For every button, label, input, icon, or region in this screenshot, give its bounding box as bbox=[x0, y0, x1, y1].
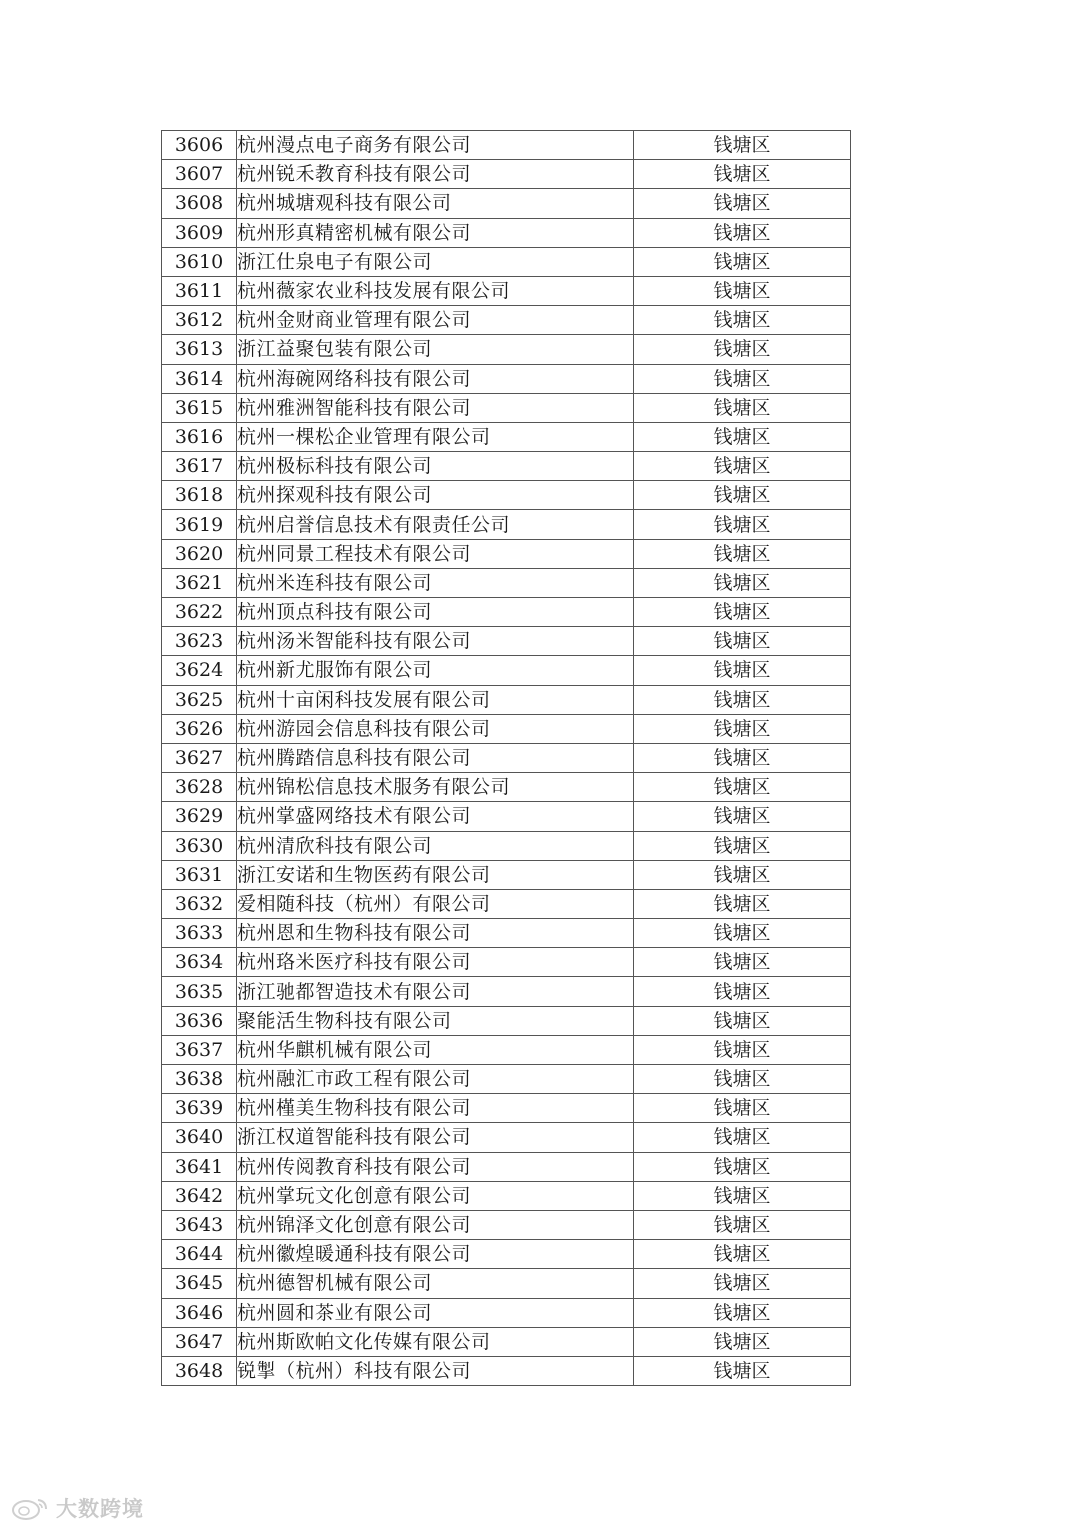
table-row bbox=[162, 714, 851, 743]
company-name: 杭州薇家农业科技发展有限公司 bbox=[237, 276, 634, 305]
table-row bbox=[162, 802, 851, 831]
district-name: 钱塘区 bbox=[634, 393, 851, 422]
table-row bbox=[162, 889, 851, 918]
table-row bbox=[162, 510, 851, 539]
table-row bbox=[162, 160, 851, 189]
company-name: 杭州珞米医疗科技有限公司 bbox=[237, 948, 634, 977]
company-name: 浙江仕泉电子有限公司 bbox=[237, 247, 634, 276]
table-row bbox=[162, 364, 851, 393]
company-name: 杭州游园会信息科技有限公司 bbox=[237, 714, 634, 743]
company-name: 杭州海碗网络科技有限公司 bbox=[237, 364, 634, 393]
row-number: 3644 bbox=[162, 1240, 237, 1269]
table-row bbox=[162, 685, 851, 714]
company-name: 杭州掌盛网络技术有限公司 bbox=[237, 802, 634, 831]
district-name: 钱塘区 bbox=[634, 802, 851, 831]
company-name: 杭州德智机械有限公司 bbox=[237, 1269, 634, 1298]
company-name: 杭州锐禾教育科技有限公司 bbox=[237, 160, 634, 189]
company-name: 杭州华麒机械有限公司 bbox=[237, 1035, 634, 1064]
district-name: 钱塘区 bbox=[634, 1152, 851, 1181]
row-number: 3614 bbox=[162, 364, 237, 393]
table-row bbox=[162, 452, 851, 481]
company-name: 聚能活生物科技有限公司 bbox=[237, 1006, 634, 1035]
district-name: 钱塘区 bbox=[634, 131, 851, 160]
table-row bbox=[162, 948, 851, 977]
district-name: 钱塘区 bbox=[634, 860, 851, 889]
table-row bbox=[162, 1035, 851, 1064]
row-number: 3640 bbox=[162, 1123, 237, 1152]
company-name: 杭州极标科技有限公司 bbox=[237, 452, 634, 481]
company-name: 杭州同景工程技术有限公司 bbox=[237, 539, 634, 568]
district-name: 钱塘区 bbox=[634, 364, 851, 393]
table-row bbox=[162, 773, 851, 802]
district-name: 钱塘区 bbox=[634, 1327, 851, 1356]
table-row bbox=[162, 1210, 851, 1239]
watermark bbox=[10, 1493, 144, 1523]
table-row bbox=[162, 1181, 851, 1210]
row-number: 3641 bbox=[162, 1152, 237, 1181]
company-name: 杭州形真精密机械有限公司 bbox=[237, 218, 634, 247]
table-row bbox=[162, 306, 851, 335]
district-name: 钱塘区 bbox=[634, 1094, 851, 1123]
company-name: 杭州清欣科技有限公司 bbox=[237, 831, 634, 860]
table-row bbox=[162, 977, 851, 1006]
district-name: 钱塘区 bbox=[634, 1269, 851, 1298]
row-number: 3628 bbox=[162, 773, 237, 802]
table-row bbox=[162, 218, 851, 247]
table-row bbox=[162, 335, 851, 364]
district-name: 钱塘区 bbox=[634, 627, 851, 656]
table-row bbox=[162, 1094, 851, 1123]
row-number: 3632 bbox=[162, 889, 237, 918]
company-name: 杭州恩和生物科技有限公司 bbox=[237, 919, 634, 948]
row-number: 3615 bbox=[162, 393, 237, 422]
weibo-logo-icon bbox=[10, 1495, 52, 1521]
table-row bbox=[162, 1298, 851, 1327]
row-number: 3620 bbox=[162, 539, 237, 568]
table-row bbox=[162, 422, 851, 451]
table-row bbox=[162, 131, 851, 160]
table-row bbox=[162, 247, 851, 276]
company-name: 杭州掌玩文化创意有限公司 bbox=[237, 1181, 634, 1210]
table-row bbox=[162, 1006, 851, 1035]
company-name: 浙江驰都智造技术有限公司 bbox=[237, 977, 634, 1006]
company-name: 杭州新尤服饰有限公司 bbox=[237, 656, 634, 685]
district-name: 钱塘区 bbox=[634, 948, 851, 977]
table-row bbox=[162, 1356, 851, 1385]
company-name: 锐掣（杭州）科技有限公司 bbox=[237, 1356, 634, 1385]
row-number: 3630 bbox=[162, 831, 237, 860]
table-row bbox=[162, 919, 851, 948]
district-name: 钱塘区 bbox=[634, 1356, 851, 1385]
table-row bbox=[162, 1123, 851, 1152]
table-row bbox=[162, 656, 851, 685]
table-row bbox=[162, 1152, 851, 1181]
row-number: 3616 bbox=[162, 422, 237, 451]
company-name: 杭州金财商业管理有限公司 bbox=[237, 306, 634, 335]
table-row bbox=[162, 1240, 851, 1269]
table-row bbox=[162, 860, 851, 889]
company-name: 杭州十亩闲科技发展有限公司 bbox=[237, 685, 634, 714]
district-name: 钱塘区 bbox=[634, 743, 851, 772]
row-number: 3642 bbox=[162, 1181, 237, 1210]
district-name: 钱塘区 bbox=[634, 1123, 851, 1152]
company-name: 杭州斯欧帕文化传媒有限公司 bbox=[237, 1327, 634, 1356]
watermark-text: 大数跨境 bbox=[56, 1497, 144, 1521]
row-number: 3633 bbox=[162, 919, 237, 948]
district-name: 钱塘区 bbox=[634, 335, 851, 364]
company-list-table bbox=[161, 130, 851, 1386]
district-name: 钱塘区 bbox=[634, 919, 851, 948]
district-name: 钱塘区 bbox=[634, 831, 851, 860]
company-name: 杭州一棵松企业管理有限公司 bbox=[237, 422, 634, 451]
district-name: 钱塘区 bbox=[634, 714, 851, 743]
company-name: 杭州槿美生物科技有限公司 bbox=[237, 1094, 634, 1123]
district-name: 钱塘区 bbox=[634, 685, 851, 714]
district-name: 钱塘区 bbox=[634, 218, 851, 247]
table-row bbox=[162, 1327, 851, 1356]
district-name: 钱塘区 bbox=[634, 189, 851, 218]
district-name: 钱塘区 bbox=[634, 656, 851, 685]
row-number: 3619 bbox=[162, 510, 237, 539]
district-name: 钱塘区 bbox=[634, 452, 851, 481]
table-row bbox=[162, 276, 851, 305]
table-row bbox=[162, 393, 851, 422]
row-number: 3623 bbox=[162, 627, 237, 656]
row-number: 3607 bbox=[162, 160, 237, 189]
row-number: 3634 bbox=[162, 948, 237, 977]
row-number: 3613 bbox=[162, 335, 237, 364]
table-row bbox=[162, 627, 851, 656]
district-name: 钱塘区 bbox=[634, 510, 851, 539]
row-number: 3647 bbox=[162, 1327, 237, 1356]
row-number: 3612 bbox=[162, 306, 237, 335]
table-row bbox=[162, 481, 851, 510]
row-number: 3631 bbox=[162, 860, 237, 889]
company-name: 爱相随科技（杭州）有限公司 bbox=[237, 889, 634, 918]
row-number: 3606 bbox=[162, 131, 237, 160]
district-name: 钱塘区 bbox=[634, 1006, 851, 1035]
company-name: 浙江益聚包装有限公司 bbox=[237, 335, 634, 364]
row-number: 3643 bbox=[162, 1210, 237, 1239]
company-name: 浙江权道智能科技有限公司 bbox=[237, 1123, 634, 1152]
row-number: 3627 bbox=[162, 743, 237, 772]
row-number: 3622 bbox=[162, 598, 237, 627]
company-name: 杭州雅洲智能科技有限公司 bbox=[237, 393, 634, 422]
company-list-body bbox=[162, 131, 851, 1386]
row-number: 3646 bbox=[162, 1298, 237, 1327]
table-row bbox=[162, 831, 851, 860]
row-number: 3635 bbox=[162, 977, 237, 1006]
table-row bbox=[162, 568, 851, 597]
row-number: 3611 bbox=[162, 276, 237, 305]
row-number: 3637 bbox=[162, 1035, 237, 1064]
district-name: 钱塘区 bbox=[634, 422, 851, 451]
company-name: 杭州启誉信息技术有限责任公司 bbox=[237, 510, 634, 539]
table-row bbox=[162, 189, 851, 218]
company-name: 杭州圆和茶业有限公司 bbox=[237, 1298, 634, 1327]
row-number: 3636 bbox=[162, 1006, 237, 1035]
district-name: 钱塘区 bbox=[634, 1035, 851, 1064]
table-row bbox=[162, 743, 851, 772]
district-name: 钱塘区 bbox=[634, 1240, 851, 1269]
district-name: 钱塘区 bbox=[634, 1210, 851, 1239]
district-name: 钱塘区 bbox=[634, 568, 851, 597]
company-name: 杭州锦泽文化创意有限公司 bbox=[237, 1210, 634, 1239]
company-name: 杭州汤米智能科技有限公司 bbox=[237, 627, 634, 656]
district-name: 钱塘区 bbox=[634, 1298, 851, 1327]
district-name: 钱塘区 bbox=[634, 773, 851, 802]
row-number: 3629 bbox=[162, 802, 237, 831]
district-name: 钱塘区 bbox=[634, 1065, 851, 1094]
row-number: 3625 bbox=[162, 685, 237, 714]
table-row bbox=[162, 598, 851, 627]
row-number: 3621 bbox=[162, 568, 237, 597]
district-name: 钱塘区 bbox=[634, 1181, 851, 1210]
district-name: 钱塘区 bbox=[634, 481, 851, 510]
row-number: 3645 bbox=[162, 1269, 237, 1298]
table-row bbox=[162, 1065, 851, 1094]
company-name: 杭州锦松信息技术服务有限公司 bbox=[237, 773, 634, 802]
row-number: 3608 bbox=[162, 189, 237, 218]
row-number: 3648 bbox=[162, 1356, 237, 1385]
row-number: 3617 bbox=[162, 452, 237, 481]
row-number: 3639 bbox=[162, 1094, 237, 1123]
district-name: 钱塘区 bbox=[634, 598, 851, 627]
company-name: 杭州融汇市政工程有限公司 bbox=[237, 1065, 634, 1094]
district-name: 钱塘区 bbox=[634, 977, 851, 1006]
table-row bbox=[162, 539, 851, 568]
row-number: 3624 bbox=[162, 656, 237, 685]
company-name: 杭州徽煌暖通科技有限公司 bbox=[237, 1240, 634, 1269]
district-name: 钱塘区 bbox=[634, 247, 851, 276]
row-number: 3609 bbox=[162, 218, 237, 247]
table-row bbox=[162, 1269, 851, 1298]
district-name: 钱塘区 bbox=[634, 160, 851, 189]
company-name: 杭州腾踏信息科技有限公司 bbox=[237, 743, 634, 772]
district-name: 钱塘区 bbox=[634, 539, 851, 568]
company-name: 杭州顶点科技有限公司 bbox=[237, 598, 634, 627]
row-number: 3638 bbox=[162, 1065, 237, 1094]
company-name: 杭州探观科技有限公司 bbox=[237, 481, 634, 510]
row-number: 3610 bbox=[162, 247, 237, 276]
company-name: 杭州漫点电子商务有限公司 bbox=[237, 131, 634, 160]
district-name: 钱塘区 bbox=[634, 276, 851, 305]
district-name: 钱塘区 bbox=[634, 889, 851, 918]
row-number: 3626 bbox=[162, 714, 237, 743]
company-name: 杭州米连科技有限公司 bbox=[237, 568, 634, 597]
row-number: 3618 bbox=[162, 481, 237, 510]
company-name: 杭州传阅教育科技有限公司 bbox=[237, 1152, 634, 1181]
district-name: 钱塘区 bbox=[634, 306, 851, 335]
company-name: 浙江安诺和生物医药有限公司 bbox=[237, 860, 634, 889]
company-name: 杭州城塘观科技有限公司 bbox=[237, 189, 634, 218]
